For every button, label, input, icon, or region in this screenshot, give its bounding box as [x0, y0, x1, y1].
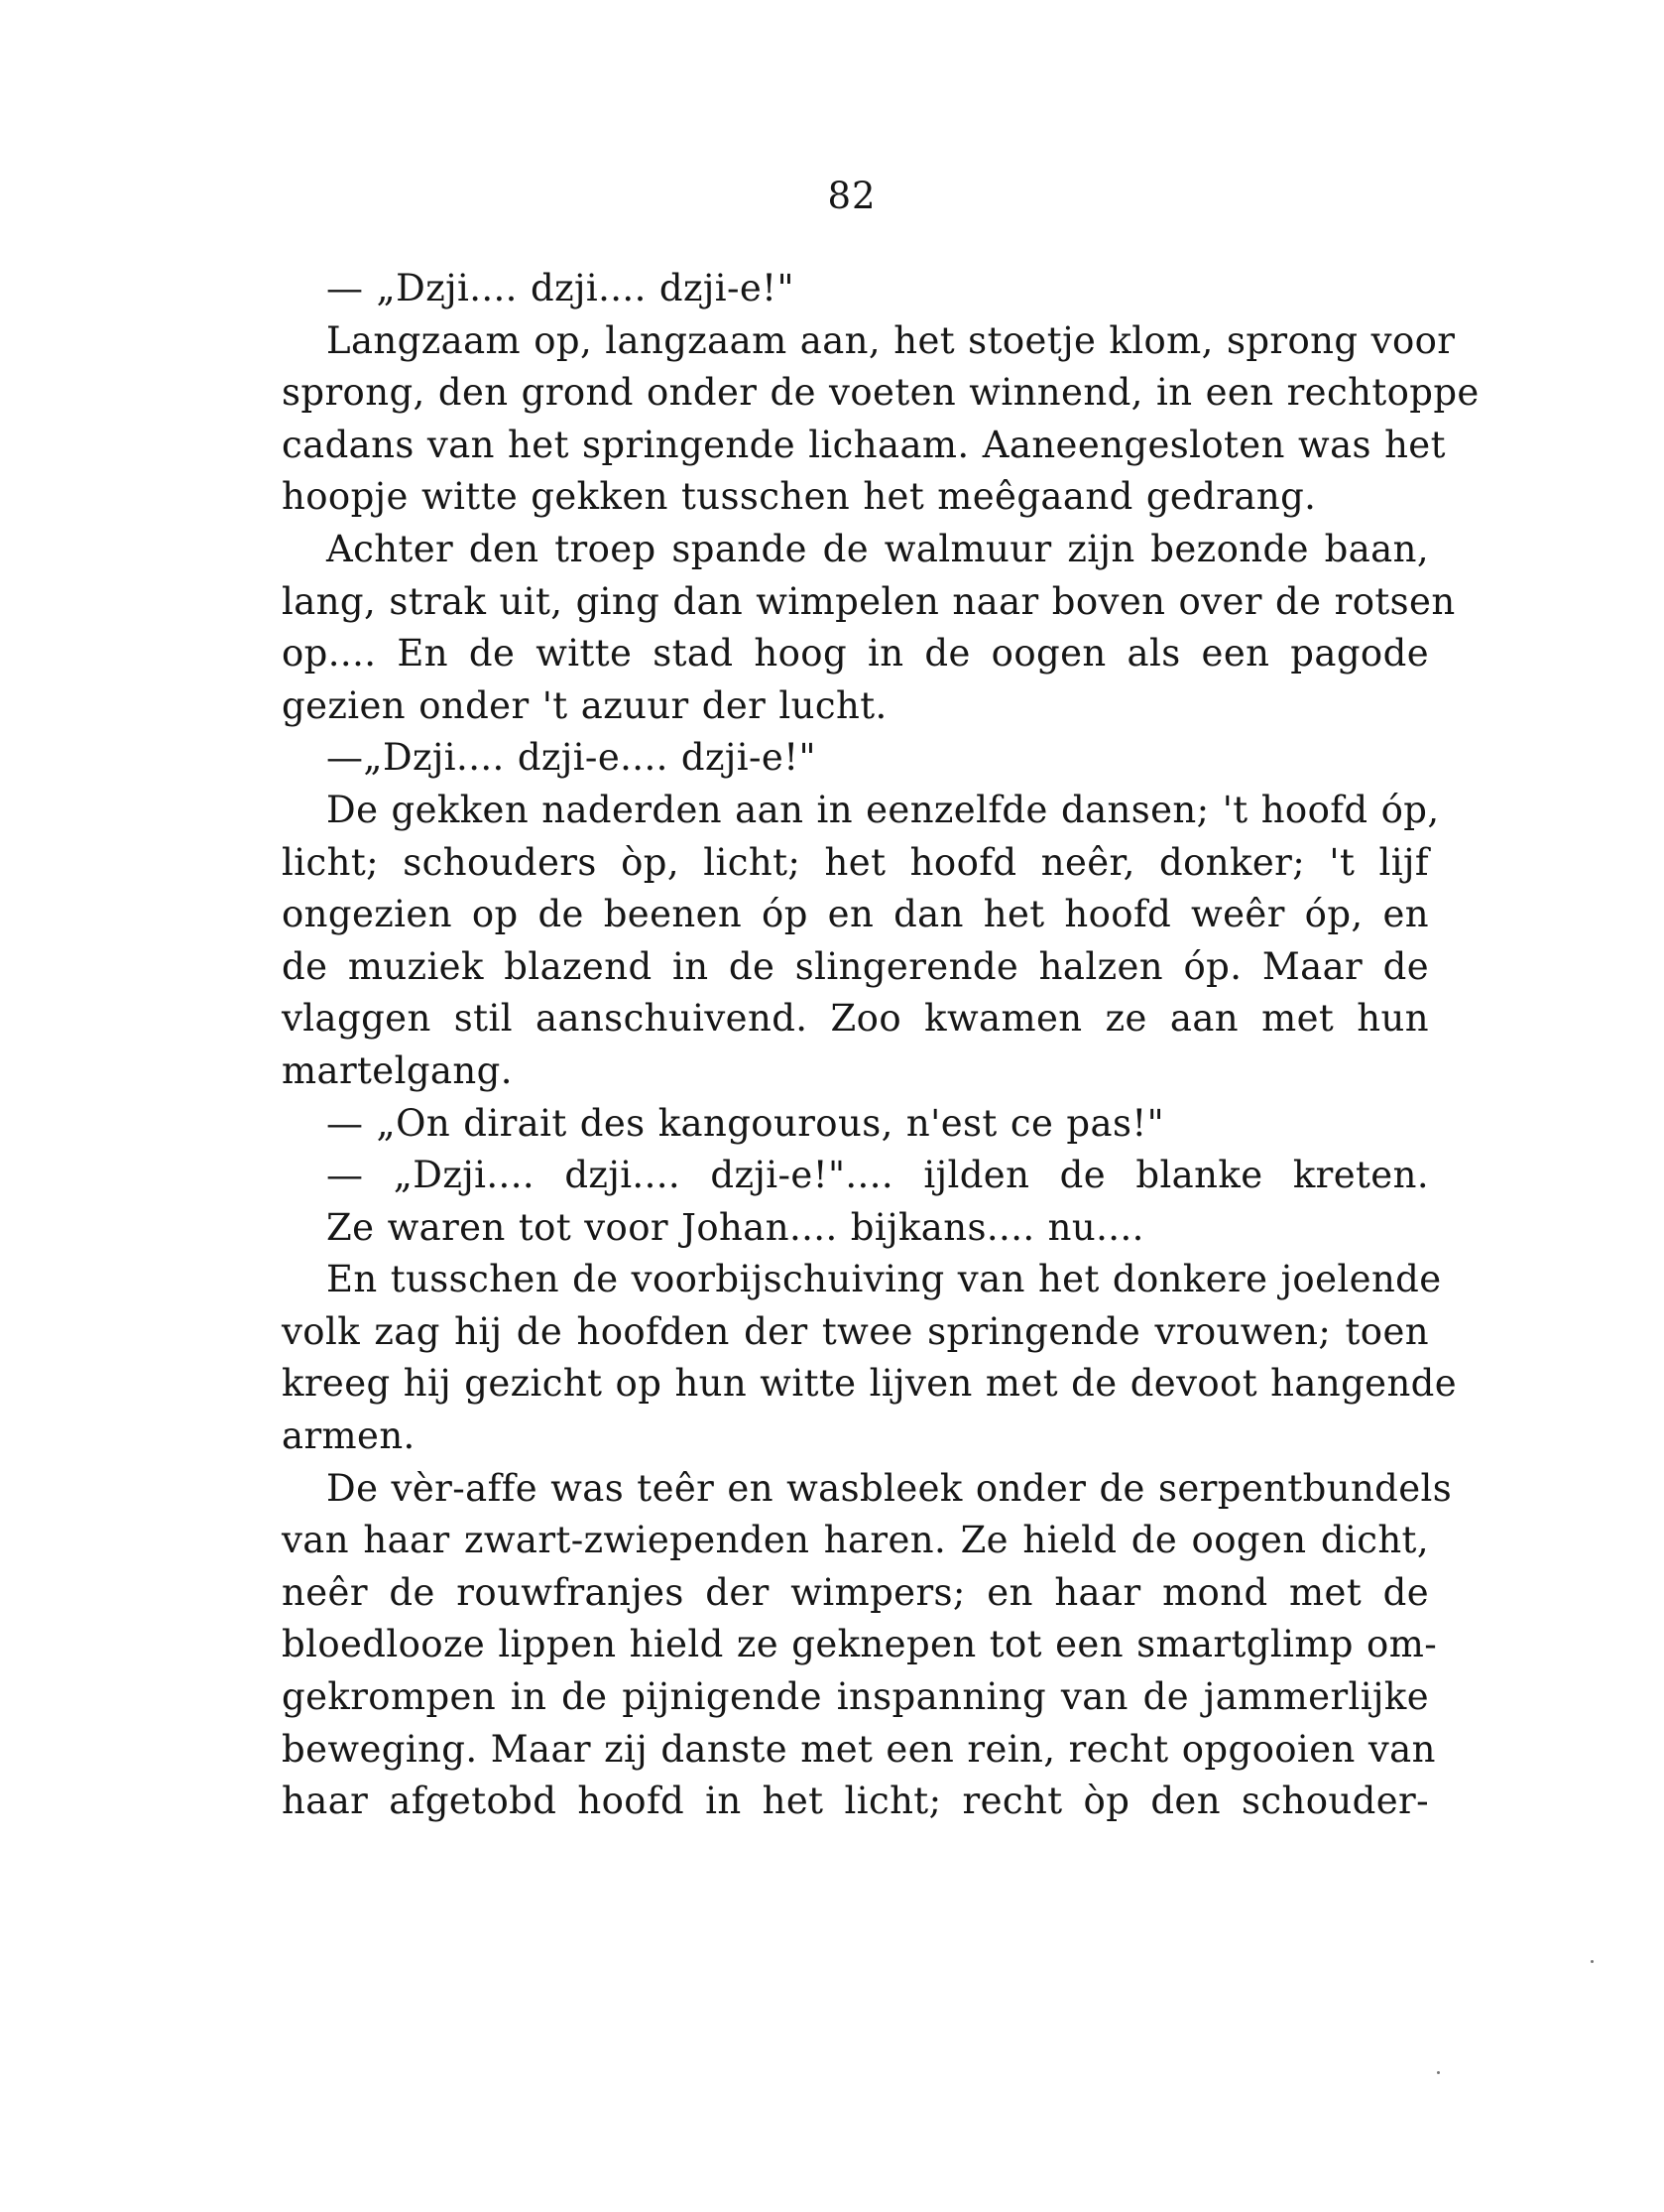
text-line: van haar zwart-zwiependen haren. Ze hield de oogen dicht,	[282, 1519, 1429, 1562]
text-line: De vèr-affe was teêr en wasbleek onder de serpentbundels	[326, 1466, 1453, 1510]
text-line: lang, strak uit, ging dan wimpelen naar boven over de rotsen	[282, 579, 1456, 623]
page-number: 82	[827, 175, 877, 217]
text-line: gezien onder 't azuur der lucht.	[282, 683, 888, 727]
text-line: haar afgetobd hoofd in het licht; recht òp den schouder-	[282, 1780, 1429, 1823]
text-line: armen.	[282, 1414, 416, 1458]
text-line: Langzaam op, langzaam aan, het stoetje klom, sprong voor	[326, 318, 1456, 362]
text-line: Ze waren tot voor Johan.... bijkans.... nu....	[326, 1205, 1144, 1249]
text-line: ongezien op de beenen óp en dan het hoofd weêr óp, en	[282, 893, 1429, 936]
text-line: — „On dirait des kangourous, n'est ce pas!"	[326, 1101, 1165, 1145]
text-line: op.... En de witte stad hoog in de oogen als een pagode	[282, 632, 1429, 676]
text-line: vlaggen stil aanschuivend. Zoo kwamen ze aan met hun	[282, 997, 1429, 1041]
text-line: bloedlooze lippen hield ze geknepen tot een smartglimp om-	[282, 1623, 1438, 1666]
text-line: beweging. Maar zij danste met een rein, recht opgooien van	[282, 1727, 1436, 1771]
text-line: — „Dzji.... dzji.... dzji-e!"	[326, 267, 794, 309]
text-line: En tusschen de voorbijschuiving van het donkere joelende	[326, 1258, 1442, 1301]
text-line: — „Dzji.... dzji.... dzji-e!".... ijlden de blanke kreten.	[326, 1154, 1429, 1197]
text-line: hoopje witte gekken tusschen het meêgaand gedrang.	[282, 475, 1317, 519]
text-line: de muziek blazend in de slingerende halzen óp. Maar de	[282, 944, 1429, 988]
text-line: licht; schouders òp, licht; het hoofd neêr, donker; 't lijf	[282, 840, 1429, 884]
text-line: Achter den troep spande de walmuur zijn bezonde baan,	[326, 527, 1429, 570]
text-line: De gekken naderden aan in eenzelfde dansen; 't hoofd óp,	[326, 788, 1440, 831]
scan-speck	[1591, 1960, 1594, 1963]
text-line: gekrompen in de pijnigende inspanning van de jammerlijke	[282, 1675, 1429, 1719]
body-text	[282, 263, 1480, 1828]
text-line: —„Dzji.... dzji-e.... dzji-e!"	[326, 736, 816, 780]
scan-speck	[1437, 2071, 1440, 2074]
text-line: neêr de rouwfranjes der wimpers; en haar mond met de	[282, 1570, 1429, 1614]
text-line: martelgang.	[282, 1048, 513, 1092]
text-line: volk zag hij de hoofden der twee springende vrouwen; toen	[282, 1309, 1429, 1353]
text-line: sprong, den grond onder de voeten winnend, in een rechtoppe	[282, 371, 1480, 415]
text-line: kreeg hij gezicht op hun witte lijven met de devoot hangende	[282, 1362, 1458, 1406]
text-line: cadans van het springende lichaam. Aaneengesloten was het	[282, 423, 1446, 466]
